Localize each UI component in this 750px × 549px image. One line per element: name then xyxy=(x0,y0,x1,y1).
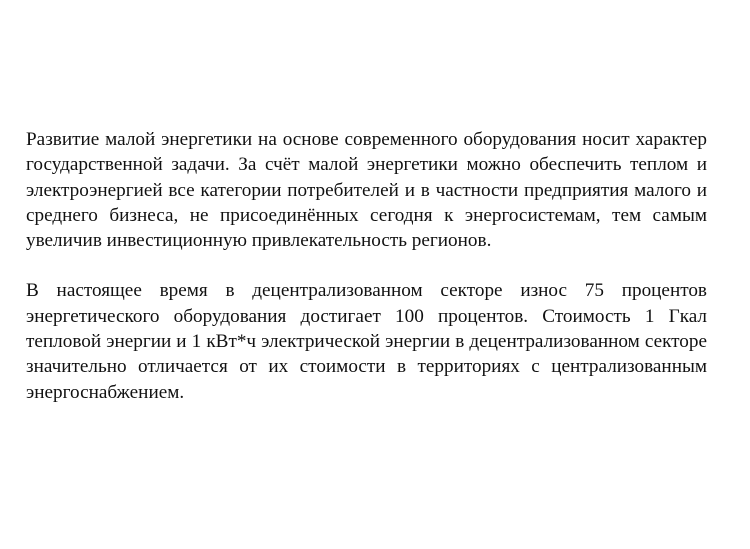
paragraph-small-energy: Развитие малой энергетики на основе современного оборудования носит характер государственной задачи. За счёт малой энергетики можно обеспечить теплом и электроэнергией все категории потребителей и в частности предприятия малого и среднего бизнеса, не присоединённых сегодня к энергосистемам, тем самым увеличив инвестиционную привлекательность регионов. xyxy=(26,129,707,252)
paragraph-decentralized-sector: В настоящее время в децентрализованном секторе износ 75 процентов энергетического оборудования достигает 100 процентов. Стоимость 1 Гкал тепловой энергии и 1 кВт*ч электрической энергии в децентрализованном секторе значительно отличается от их стоимости в территориях с централизованным энергоснабжением. xyxy=(26,280,707,403)
text-block xyxy=(26,127,707,405)
